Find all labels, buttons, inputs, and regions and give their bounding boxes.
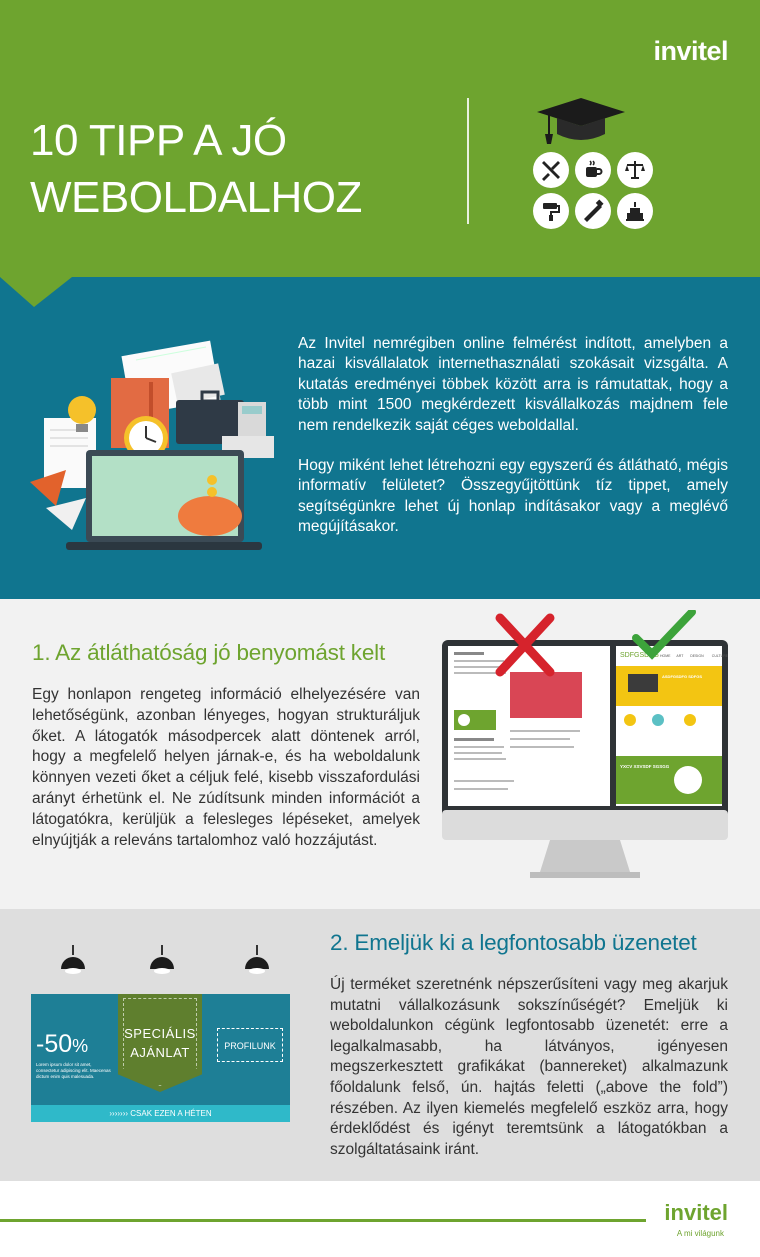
intro-paragraph-2: Hogy miként lehet létrehozni egy egyszerű és átlátható, mégis informatív felületet? Összegyűjtöttünk tíz tippet, amely segítségünkre lehet új honlap indításakor vagy a meglévő megújításakor. — [298, 457, 728, 536]
paint-roller-icon — [533, 193, 569, 229]
footer-slogan: A mi világunk — [676, 1229, 724, 1238]
cake-icon — [617, 193, 653, 229]
monitor-comparison-illustration — [440, 610, 732, 900]
intro-paragraph-1: Az Invitel nemrégiben online felmérést indított, amelyben a hazai kisvállalatok internethasználati szokásait vizsgálta. A kutatás eredményei többek között arra is rámutattak, hogy a több mint 1500 megkérdezett kisvállalkozás majdnem fele nem rendelkezik saját céges weboldallal. — [298, 335, 728, 434]
intro-text — [298, 334, 728, 538]
invitel-logo[interactable]: invitel — [653, 36, 728, 66]
mock-nav-item: HOME — [660, 654, 671, 658]
page-title — [30, 112, 362, 226]
coffee-cup-icon — [575, 152, 611, 188]
office-illustration — [26, 330, 276, 560]
title-line-1: 10 TIPP A JÓ — [30, 116, 287, 165]
title-line-2: WEBOLDALHOZ — [30, 173, 362, 222]
speech-notch — [0, 277, 80, 307]
ribbon-line-2: AJÁNLAT — [130, 1045, 190, 1060]
tools-icon — [533, 152, 569, 188]
header-divider — [467, 98, 469, 224]
discount-percent: % — [72, 1036, 89, 1056]
tip-2-body: Új terméket szeretnénk népszerűsíteni vagy meg akarjuk mutatni vállalkozásunk sokszínűségét? Emeljük ki weboldalunkon cégünk legfontosabb üzenetét: erre a legalkalmasabb, ha látványos, igényesen megszerkesztett grafikákat (bannereket) alkalmazunk főoldalunk felső, ún. hajtás feletti („above the fold”) részében. Az ilyen kiemelés megfelelő eszköz arra, hogy érdeklődést és igényt teremtsünk a látogatókban a szolgáltatásaink iránt. — [330, 976, 728, 1158]
mock-footer-label: YXCV XSVSDF SGSGG — [620, 764, 670, 769]
tip-1-heading: 1. Az átláthatóság jó benyomást kelt — [32, 640, 386, 665]
mock-nav-item: DESIGN — [690, 654, 704, 658]
discount-value: -50 — [36, 1030, 73, 1058]
scales-icon — [617, 152, 653, 188]
discount-note: Lorem ipsum dolor sit amet, consectetur adipiscing elit. Maecenas dictum enim quis malesuada. — [36, 1062, 111, 1079]
mock-nav-item: CULTURE — [711, 654, 729, 658]
mock-nav-item: ART — [676, 654, 684, 658]
ribbon-line-1: SPECIÁLIS — [124, 1026, 196, 1041]
ribbon-text — [118, 1024, 202, 1062]
tip-2-heading: 2. Emeljük ki a legfontosabb üzenetet — [330, 930, 697, 955]
footer-line — [0, 1219, 646, 1222]
discount-label — [36, 1030, 88, 1059]
footer-invitel-logo[interactable]: invitel — [664, 1200, 728, 1225]
profession-icons — [533, 152, 655, 229]
mock-hero-label: ASDFGSDFG SDFGS — [662, 674, 703, 679]
graduation-cap-icon — [535, 96, 627, 148]
this-week-bar[interactable]: ››››››› CSAK EZEN A HÉTEN — [31, 1105, 290, 1122]
saw-icon — [575, 193, 611, 229]
profile-button[interactable]: PROFILUNK — [217, 1028, 283, 1062]
tip-1-body: Egy honlapon rengeteg információ elhelyezésére van lehetőségünk, azonban lényeges, hogyan strukturáljuk őket. A látogatók másodpercek alatt döntenek arról, hogy a megfelelő helyen járnak-e, és ha weboldalunk könnyen vezeti őket a céljuk felé, kisebb visszafordulási arányt érhetünk el. Ne zúdítsunk minden információt a látogatókra, kerüljük a felesleges lépéseket, amelyek elnyújtják a releváns tartalomhoz való hozzájutást. — [32, 686, 420, 849]
mock-logo: SDFGSDFG — [620, 652, 659, 659]
